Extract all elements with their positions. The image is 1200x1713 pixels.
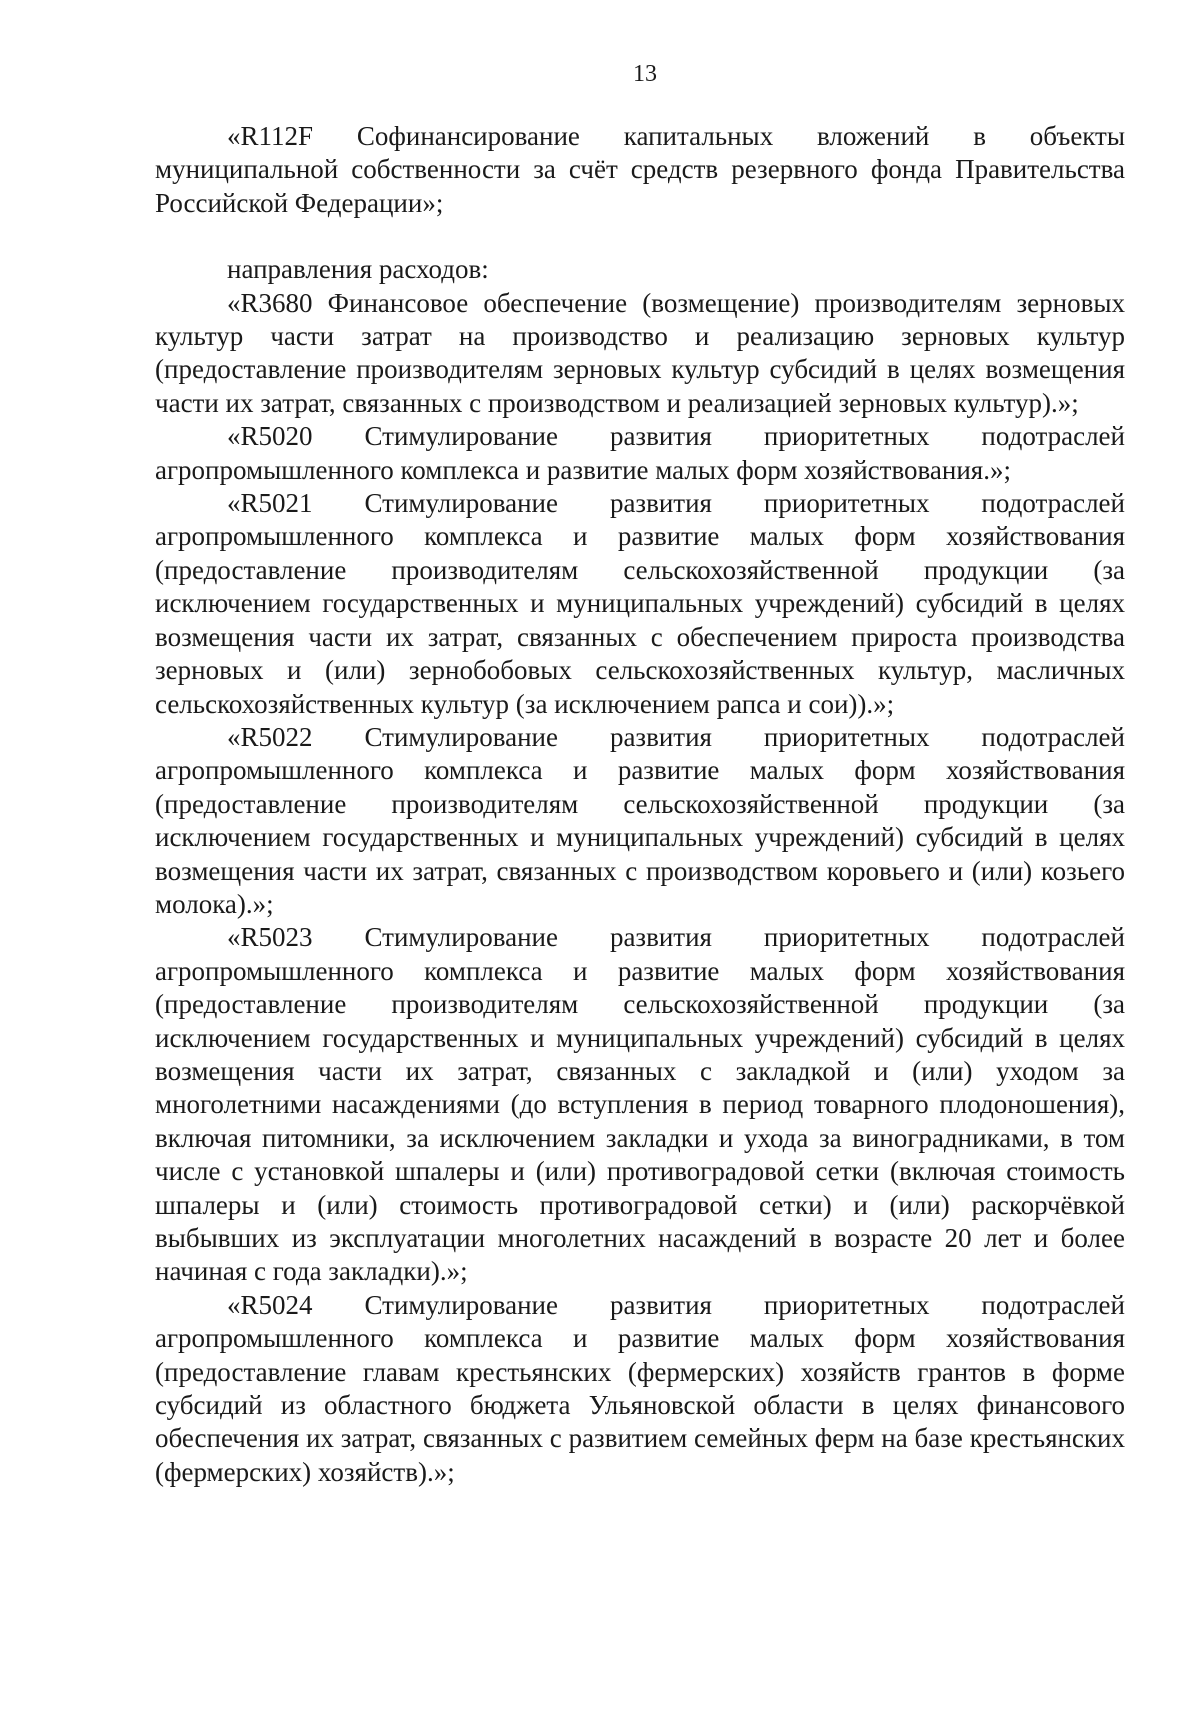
paragraph-r5020: «R5020 Стимулирование развития приоритетных подотраслей агропромышленного комплекса и развитие малых форм хозяйствования.»; [155, 421, 1125, 485]
page-number: 13 [633, 61, 657, 87]
paragraph-r5024: «R5024 Стимулирование развития приоритетных подотраслей агропромышленного комплекса и развитие малых форм хозяйствования (предоставление главам крестьянских (фермерских) хозяйств грантов в форме субсидий из областного бюджета Ульяновской области в целях финансового обеспечения их затрат, связанных с развитием семейных ферм на базе крестьянских (фермерских) хозяйств).»; [155, 1289, 1125, 1487]
paragraph-r5022: «R5022 Стимулирование развития приоритетных подотраслей агропромышленного комплекса и развитие малых форм хозяйствования (предоставление производителям сельскохозяйственной продукции (за исключением государственных и муниципальных учреждений) субсидий в целях возмещения части их затрат, связанных с производством коровьего и (или) козьего молока).»; [155, 721, 1125, 919]
paragraph-r5023: «R5023 Стимулирование развития приоритетных подотраслей агропромышленного комплекса и развитие малых форм хозяйствования (предоставление производителям сельскохозяйственной продукции (за исключением государственных и муниципальных учреждений) субсидий в целях возмещения части их затрат, связанных с закладкой и (или) уходом за многолетними насаждениями (до вступления в период товарного плодоношения), включая питомники, за исключением закладки и ухода за виноградниками, в том числе с установкой шпалеры и (или) противоградовой сетки (включая стоимость шпалеры и (или) стоимость противоградовой сетки) и (или) раскорчёвкой выбывших из эксплуатации многолетних насаждений в возрасте 20 лет и более начиная с года закладки).»; [155, 922, 1125, 1287]
paragraph-expense-directions-heading: направления расходов: [227, 254, 489, 285]
paragraph-r5021: «R5021 Стимулирование развития приоритетных подотраслей агропромышленного комплекса и развитие малых форм хозяйствования (предоставление производителям сельскохозяйственной продукции (за исключением государственных и муниципальных учреждений) субсидий в целях возмещения части их затрат, связанных с обеспечением прироста производства зерновых и (или) зернобобовых сельскохозяйственных культур, масличных сельскохозяйственных культур (за исключением рапса и сои)).»; [155, 488, 1125, 719]
paragraph-r3680: «R3680 Финансовое обеспечение (возмещение) производителям зерновых культур части затрат на производство и реализацию зерновых культур (предоставление производителям зерновых культур субсидий в целях возмещения части их затрат, связанных с производством и реализацией зерновых культур).»; [155, 287, 1125, 418]
paragraph-r112f: «R112F Софинансирование капитальных вложений в объекты муниципальной собственности за счёт средств резервного фонда Правительства Российской Федерации»; [155, 121, 1125, 218]
document-body [155, 120, 1125, 1489]
